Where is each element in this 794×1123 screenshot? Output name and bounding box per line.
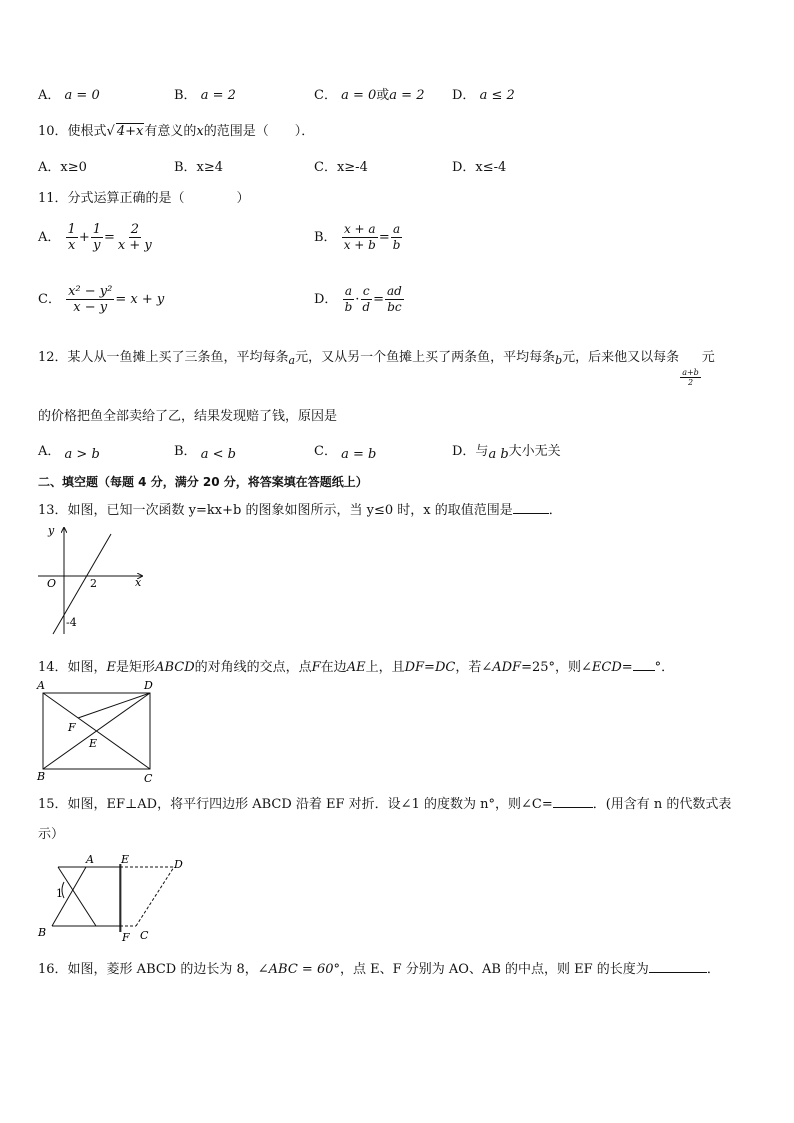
q13-stem (38, 499, 562, 518)
numerator: 1 (67, 222, 76, 237)
variable: DF (404, 660, 425, 675)
variable: F (311, 660, 321, 675)
answer-blank (633, 658, 655, 671)
operator: = (378, 230, 390, 245)
radicand: 4+x (116, 124, 144, 139)
option-math: a = 2 (200, 88, 236, 103)
denominator: b (392, 238, 401, 252)
answer-blank (649, 960, 707, 973)
q15-line2: 示） (38, 827, 65, 842)
variable: a (288, 354, 296, 367)
point-e-label: E (89, 737, 98, 750)
x-intercept-label: 2 (90, 577, 97, 590)
stem-text: 的对角线的交点，点 (194, 660, 312, 675)
option-letter: C． (314, 88, 337, 103)
option-letter: D． (452, 88, 476, 103)
fraction (343, 284, 355, 315)
stem-text: 13．如图，已知一次函数 y=kx+b 的图象如图所示，当 y≤0 时，x 的取值范围是 (38, 503, 513, 518)
denominator: x (68, 238, 76, 253)
stem-text: °． (654, 660, 675, 675)
stem-text: 元，后来他又以每条 (562, 350, 680, 365)
fraction (66, 284, 114, 315)
answer-blank (553, 795, 593, 808)
option-letter: D．与 (452, 444, 489, 459)
vertex-d-label: D (174, 858, 183, 871)
answer-blank (513, 501, 549, 514)
option-letter: A． (38, 444, 61, 459)
stem-text: 12．某人从一鱼摊上买了三条鱼，平均每条 (38, 350, 289, 365)
variable: DC (434, 660, 456, 675)
point-f-label: F (122, 931, 130, 944)
angle-expression: ∠ABC = 60° (257, 962, 340, 977)
option-math: a b (488, 447, 509, 462)
q10-option-a: A．x≥0 (38, 160, 87, 175)
fraction (385, 284, 404, 315)
q10-option-c: C．x≥-4 (314, 160, 368, 175)
q12-option-c (314, 440, 376, 462)
operator: = (373, 292, 384, 307)
y-axis-label: y (48, 524, 55, 537)
q12-line1 (38, 346, 715, 387)
stem-text: = (621, 660, 633, 675)
q9-option-a (38, 84, 100, 103)
numerator: 1 (92, 222, 101, 237)
stem-text: 元，又从另一个鱼摊上买了两条鱼，平均每条 (295, 350, 556, 365)
numerator: 2 (130, 222, 139, 237)
option-letter: A． (38, 88, 61, 103)
denominator: x + y (117, 238, 152, 253)
fraction (680, 368, 701, 387)
x-axis-label: x (135, 576, 142, 589)
fraction (66, 222, 78, 253)
variable: ECD (591, 660, 622, 675)
fraction (391, 222, 403, 253)
stem-text: ． (706, 962, 720, 977)
option-math: a ≤ 2 (479, 88, 515, 103)
right-hand-side: = x + y (115, 292, 165, 307)
option-letter: A． (38, 230, 61, 245)
stem-text: 10．使根式 (38, 124, 107, 139)
stem-text: 15．如图，EF⊥AD，将平行四边形 ABCD 沿着 EF 对折．设∠1 的度数为 n°，则∠C= (38, 797, 553, 812)
fraction (91, 222, 103, 253)
stem-text: ，若∠ (455, 660, 493, 675)
operator: · (355, 292, 360, 307)
option-math: a = b (341, 447, 377, 462)
y-intercept-label: -4 (66, 616, 77, 629)
section-heading: 二、填空题（每题 4 分，满分 20 分，将答案填在答题纸上） (38, 475, 368, 489)
q12-option-b (174, 440, 236, 462)
denominator: d (362, 300, 371, 314)
function-line (53, 534, 111, 634)
option-letter: B． (174, 444, 197, 459)
option-letter: B． (314, 230, 337, 245)
q11-option-c (38, 284, 164, 315)
stem-text: 16．如图，菱形 ABCD 的边长为 8， (38, 962, 258, 977)
q10-option-d: D．x≤-4 (452, 160, 507, 175)
numerator: a+b (682, 368, 699, 377)
operator: = (104, 230, 115, 245)
q11-option-b (314, 222, 403, 253)
stem-text: 上，且 (365, 660, 405, 675)
option-letter: D． (314, 292, 338, 307)
stem-text: ，点 E、F 分别为 AO、AB 的中点，则 EF 的长度为 (340, 962, 649, 977)
origin-label: O (47, 577, 57, 590)
q15-parallelogram-figure (34, 850, 190, 946)
segment-df (78, 693, 150, 718)
vertex-c-label: C (140, 929, 149, 942)
vertex-b-label: B (37, 770, 46, 783)
q10-stem: 10．使根式√ 4+x有意义的x的范围是（ ）． (38, 124, 315, 139)
denominator: b (344, 300, 353, 314)
operator: + (78, 230, 90, 245)
denominator: y (93, 238, 101, 253)
q12-option-d (452, 440, 561, 462)
stem-text: ．(用含有 n 的代数式表 (592, 797, 732, 812)
option-letter: C． (38, 292, 61, 307)
option-math: a > b (64, 447, 100, 462)
variable: ABCD (155, 660, 195, 675)
option-letter: B． (174, 88, 197, 103)
point-f-label: F (68, 721, 76, 734)
vertex-b-label: B (38, 926, 47, 939)
stem-text: 的范围是（ ）． (203, 124, 315, 139)
option-connector: 或 (376, 88, 390, 103)
stem-text: =25°，则∠ (521, 660, 592, 675)
option-math: a < b (200, 447, 236, 462)
vertex-d-label: D (144, 679, 153, 692)
q12-line2: 的价格把鱼全部卖给了乙，结果发现赔了钱，原因是 (38, 409, 338, 424)
point-e-label: E (121, 853, 130, 866)
denominator: x + b (343, 238, 376, 252)
q9-option-d (452, 84, 515, 103)
q11-option-a (38, 222, 155, 253)
option-math: a = 0 (64, 88, 100, 103)
q9-option-b (174, 84, 236, 103)
denominator: 2 (687, 378, 694, 387)
q14-rectangle-figure (34, 676, 160, 786)
q15-line1 (38, 793, 731, 812)
variable: b (555, 354, 563, 367)
numerator: a (393, 222, 401, 236)
q11-stem: 11．分式运算正确的是（ ） (38, 191, 250, 206)
vertex-a-label: A (37, 679, 45, 692)
stem-text: 是矩形 (116, 660, 156, 675)
q12-option-a (38, 440, 100, 462)
stem-text: 元 (701, 350, 715, 365)
vertex-a-label: A (86, 853, 94, 866)
q14-stem (38, 656, 674, 675)
stem-text: 14．如图， (38, 660, 107, 675)
variable: ADF (492, 660, 522, 675)
variable: AE (346, 660, 366, 675)
stem-text: 在边 (320, 660, 347, 675)
fraction (360, 284, 372, 315)
q13-graph-figure (34, 524, 146, 636)
variable: E (106, 660, 117, 675)
segment-cd-dashed (136, 867, 174, 926)
fraction (116, 222, 154, 253)
option-text: 大小无关 (508, 444, 561, 459)
denominator: x − y (73, 300, 108, 315)
q9-option-c (314, 84, 424, 103)
q16-stem (38, 958, 720, 977)
variable: x (196, 124, 204, 139)
denominator: bc (387, 300, 402, 314)
stem-text: 有意义的 (144, 124, 197, 139)
option-math: a = 0 (341, 88, 377, 103)
numerator: x + a (343, 222, 376, 236)
fraction (342, 222, 378, 253)
numerator: ad (387, 284, 402, 298)
numerator: a (344, 284, 352, 298)
option-math: a = 2 (389, 88, 425, 103)
q10-option-b: B．x≥4 (174, 160, 224, 175)
angle-1-label: 1 (56, 887, 63, 900)
numerator: x² − y² (68, 284, 113, 299)
q11-option-d (314, 284, 405, 315)
option-letter: C． (314, 444, 337, 459)
stem-text: = (424, 660, 435, 675)
stem-text: ． (548, 503, 562, 518)
vertex-c-label: C (144, 772, 153, 785)
numerator: c (362, 284, 370, 298)
